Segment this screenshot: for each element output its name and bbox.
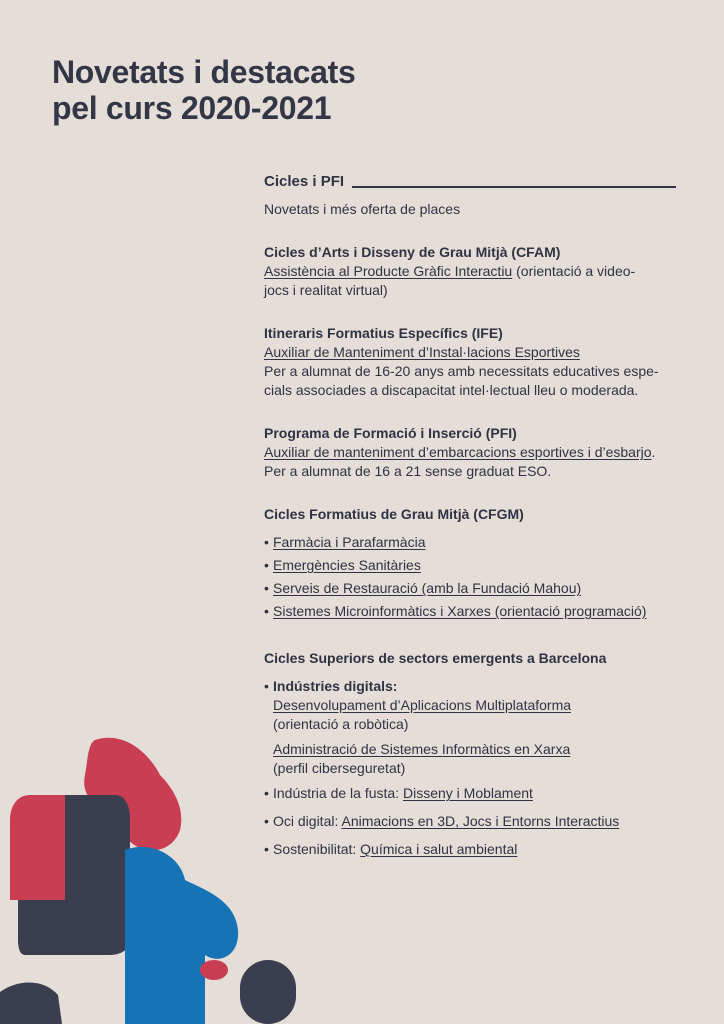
sost-label: Sostenibilitat: [273,841,361,857]
oci-link[interactable]: Animacions en 3D, Jocs i Entorns Interactius [341,813,620,829]
cfgm-heading: Cicles Formatius de Grau Mitjà (CFGM) [264,506,524,522]
ife-line-1: Per a alumnat de 16-20 anys amb necessitats educatives espe- [264,363,659,379]
superiors-block [264,649,676,859]
ife-link[interactable]: Auxiliar de Manteniment d’Instal·lacions Esportives [264,344,580,360]
decorative-3d-shapes [0,730,300,1024]
ife-line-2: cials associades a discapacitat intel·lectual lleu o moderada. [264,382,639,398]
cfgm-item-link[interactable]: Serveis de Restauració (amb la Fundació Mahou) [273,580,582,596]
list-item [264,812,676,831]
list-item [264,556,676,575]
title-line-2: pel curs 2020-2021 [52,90,332,126]
sost-link[interactable]: Química i salut ambiental [360,841,518,857]
pfi-line: Per a alumnat de 16 a 21 sense graduat ESO. [264,463,552,479]
section-header [264,172,676,191]
list-item [264,602,676,621]
superiors-list [264,677,676,859]
list-item [264,579,676,598]
ife-heading: Itineraris Formatius Específics (IFE) [264,325,503,341]
oci-label: Oci digital: [273,813,342,829]
digital-label: Indústries digitals: [273,678,398,694]
section-rule [352,186,676,188]
list-item [264,677,676,778]
cfam-line-2: jocs i realitat virtual) [264,282,388,298]
fusta-link[interactable]: Disseny i Moblament [402,785,533,801]
pfi-link-line [264,443,676,462]
navy-capsule-shape [240,960,296,1024]
ife-block [264,324,676,400]
cfgm-item-link[interactable]: Emergències Sanitàries [273,557,421,573]
superiors-heading: Cicles Superiors de sectors emergents a Barcelona [264,650,607,666]
digital-link-1[interactable]: Desenvolupament d’Aplicacions Multiplataforma [273,697,572,713]
pfi-heading: Programa de Formació i Inserció (PFI) [264,425,517,441]
cfam-rest-1: (orientació a video- [512,263,636,279]
list-item [264,533,676,552]
blue-shape [125,847,238,1024]
red-left-shape [10,795,65,900]
navy-bottom-left-shape [0,983,62,1024]
cfgm-list [264,533,676,621]
cfam-block [264,243,676,300]
digital-note-2: (perfil ciberseguretat) [273,760,406,776]
pfi-link[interactable]: Auxiliar de manteniment d’embarcacions esportives i d’esbarjo [264,444,652,460]
digital-link-2[interactable]: Administració de Sistemes Informàtics en Xarxa [273,741,571,757]
section-heading: Cicles i PFI [264,173,345,190]
content-column [264,172,676,859]
section-intro: Novetats i més oferta de places [264,201,461,217]
list-item [264,840,676,859]
cfgm-item-link[interactable]: Sistemes Microinformàtics i Xarxes (orientació programació) [273,603,647,619]
cfam-heading: Cicles d’Arts i Disseny de Grau Mitjà (CFAM) [264,244,561,260]
list-item [264,784,676,803]
cfam-line-1 [264,262,676,281]
small-red-blob [200,960,228,980]
cfgm-item-link[interactable]: Farmàcia i Parafarmàcia [273,534,426,550]
title-line-1: Novetats i destacats [52,54,356,90]
digital-note-1: (orientació a robòtica) [273,716,409,732]
fusta-label: Indústria de la fusta: [273,785,403,801]
pfi-block [264,424,676,481]
cfgm-block [264,505,676,621]
page-title [52,54,652,126]
pfi-period: . [651,444,656,460]
cfam-link[interactable]: Assistència al Producte Gràfic Interactiu [264,263,513,279]
